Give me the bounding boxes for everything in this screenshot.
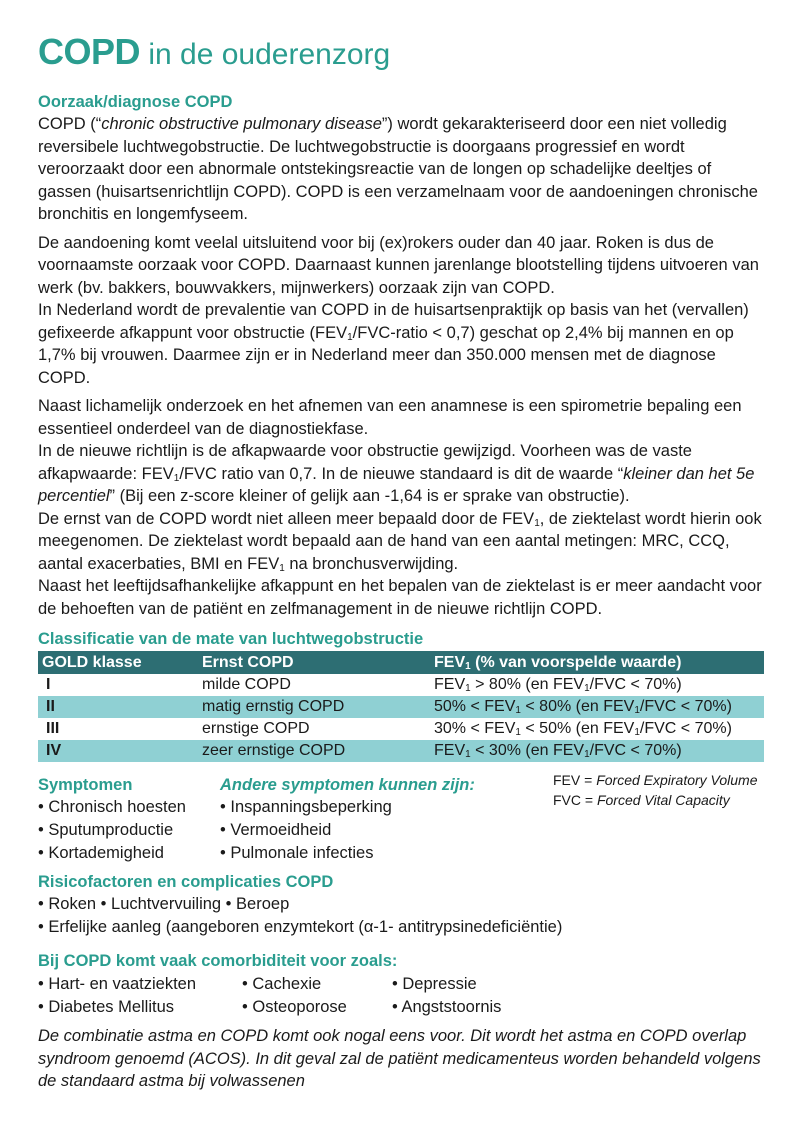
closing-note: De combinatie astma en COPD komt ook nogal eens voor. Dit wordt het astma en COPD overlap syndroom genoemd (ACOS). In dit geval zal de patiënt medicamenteus worden behandeld volgens de standaard astma bij volwassenen bbox=[38, 1027, 761, 1090]
list-item: • Osteoporose bbox=[242, 996, 347, 1019]
fev1-cell: $FEV_1 < 30\%$ (en $FEV_1$/FVC < 70%) bbox=[430, 740, 764, 762]
header-gold-class: GOLD klasse bbox=[38, 651, 198, 674]
intro-paragraph-3: In Nederland wordt de prevalentie van COPD in de huisartsenpraktijk op basis van het (vervallen) gefixeerde afkappunt voor obstructie ($FEV_1/FVC$-ratio < 0,7) geschat op 2,4% bij mannen en op 1,7% bij vrouwen. Daarmee zijn er in Nederland meer dan 350.000 mensen met de diagnose COPD. bbox=[38, 301, 749, 387]
severity-cell: matig ernstig COPD bbox=[198, 696, 430, 718]
symptoms-heading: Symptomen bbox=[38, 776, 133, 794]
list-item: • Hart- en vaatziekten bbox=[38, 973, 196, 996]
fev1-cell: $FEV_1 > 80\%$ (en $FEV_1$/FVC < 70%) bbox=[434, 676, 682, 694]
list-item: • Vermoeidheid bbox=[220, 819, 475, 842]
severity-cell: ernstige COPD bbox=[202, 720, 310, 737]
table-row bbox=[38, 674, 764, 696]
gold-class-cell: I bbox=[46, 676, 51, 693]
list-item: • Pulmonale infecties bbox=[220, 842, 475, 865]
fev1-cell: $50\% < FEV_1 < 80\%$ (en $FEV_1$/FVC < 70%) bbox=[430, 696, 764, 718]
list-item: • Depressie bbox=[392, 973, 501, 996]
symptoms-section bbox=[38, 774, 186, 865]
comorbidity-heading: Bij COPD komt vaak comorbiditeit voor zoals: bbox=[38, 952, 398, 970]
comorbidity-list-1 bbox=[38, 973, 196, 1019]
page-title bbox=[38, 31, 391, 72]
gold-class-cell: II bbox=[38, 696, 198, 718]
header-severity: Ernst COPD bbox=[198, 651, 430, 674]
table-row bbox=[38, 696, 764, 718]
list-item: • Diabetes Mellitus bbox=[38, 996, 196, 1019]
intro-paragraph-7: Naast het leeftijdsafhankelijke afkappunt en het bepalen van de ziektelast is er meer aandacht voor de behoeften van de patiënt en zelfmanagement in de nieuwe richtlijn COPD. bbox=[38, 577, 762, 618]
intro-paragraph-5: In de nieuwe richtlijn is de afkapwaarde voor obstructie gewijzigd. Voorheen was de vaste afkapwaarde: $FEV_1$/FVC ratio van 0,7. In de nieuwe standaard is dit de waarde “kleiner dan het 5e percentiel” (Bij een z-score kleiner of gelijk aan -1,64 is er sprake van obstructie). bbox=[38, 442, 755, 505]
list-item: • Chronisch hoesten bbox=[38, 796, 186, 819]
list-item: • Inspanningsbeperking bbox=[220, 796, 475, 819]
title-bold: COPD bbox=[38, 31, 141, 72]
list-item: • Kortademigheid bbox=[38, 842, 186, 865]
comorbidity-list-2 bbox=[242, 973, 347, 1019]
symptoms-list bbox=[38, 796, 186, 865]
intro-paragraph-2: De aandoening komt veelal uitsluitend voor bij (ex)rokers ouder dan 40 jaar. Roken is dus de voornaamste oorzaak voor COPD. Daarnaast kunnen jarenlange blootstelling tijdens uitvoeren van werk (bv. bakkers, bouwvakkers, mijnwerkers) oorzaak zijn van COPD. bbox=[38, 233, 759, 297]
classification-heading: Classificatie van de mate van luchtwegobstructie bbox=[38, 630, 424, 648]
comorbidity-list-3 bbox=[392, 973, 501, 1019]
risk-line-2: • Erfelijke aanleg (aangeboren enzymtekort (α-1- antitrypsinedeficiëntie) bbox=[38, 918, 563, 936]
intro-paragraph-1: COPD (“chronic obstructive pulmonary disease”) wordt gekarakteriseerd door een niet volledig reversibele luchtwegobstructie. De luchtwegobstructie is doorgaans progressief en wordt veroorzaakt door een abnormale ontstekingsreactie van de longen op schadelijke deeltjes of gassen (huisartsenrichtlijn COPD). COPD is een verzamelnaam voor de aandoeningen chronische bronchitis en longemfyseem. bbox=[38, 115, 758, 223]
header-fev1: $FEV_1$ (% van voorspelde waarde) bbox=[430, 651, 764, 674]
fev-abbreviation: FEV = Forced Expiratory Volume bbox=[553, 772, 758, 788]
intro-heading: Oorzaak/diagnose COPD bbox=[38, 93, 233, 111]
other-symptoms-section bbox=[220, 774, 475, 865]
comorbidity-section bbox=[38, 950, 397, 972]
list-item: • Sputumproductie bbox=[38, 819, 186, 842]
gold-classification-table bbox=[38, 651, 764, 762]
abbreviations-note bbox=[553, 770, 758, 810]
list-item: Luchtvervuiling bbox=[111, 895, 222, 913]
intro-paragraph-6: De ernst van de COPD wordt niet alleen meer bepaald door de $FEV_1$, de ziektelast wordt hierin ook meegenomen. De ziektelast wordt bepaald aan de hand van een aantal metingen: MRC, CCQ, aantal exacerbaties, BMI en $FEV_1$ na bronchusverwijding. bbox=[38, 509, 762, 574]
other-symptoms-heading: Andere symptomen kunnen zijn: bbox=[220, 776, 475, 794]
risk-section bbox=[38, 871, 562, 939]
table-row bbox=[38, 740, 764, 762]
title-light: in de ouderenzorg bbox=[140, 38, 391, 71]
risk-line-1: • Roken• Luchtvervuiling• Beroep bbox=[38, 893, 562, 916]
list-item: • Angststoornis bbox=[392, 996, 501, 1019]
severity-cell: zeer ernstige COPD bbox=[198, 740, 430, 762]
severity-cell: milde COPD bbox=[202, 676, 291, 693]
other-symptoms-list bbox=[220, 796, 475, 865]
table-header-row bbox=[38, 651, 764, 674]
table-row bbox=[38, 718, 764, 740]
gold-class-cell: IV bbox=[38, 740, 198, 762]
list-item: Roken bbox=[48, 895, 97, 913]
risk-heading: Risicofactoren en complicaties COPD bbox=[38, 873, 334, 891]
gold-class-cell: III bbox=[46, 720, 60, 737]
intro-section bbox=[38, 91, 766, 620]
list-item: Beroep bbox=[236, 895, 290, 913]
fev1-cell: $30\% < FEV_1 < 50\%$ (en $FEV_1$/FVC < 70%) bbox=[434, 720, 732, 738]
fvc-abbreviation: FVC = Forced Vital Capacity bbox=[553, 792, 730, 808]
intro-paragraph-4: Naast lichamelijk onderzoek en het afnemen van een anamnese is een spirometrie bepaling een essentieel onderdeel van de diagnostiekfase. bbox=[38, 397, 742, 438]
list-item: • Cachexie bbox=[242, 973, 347, 996]
